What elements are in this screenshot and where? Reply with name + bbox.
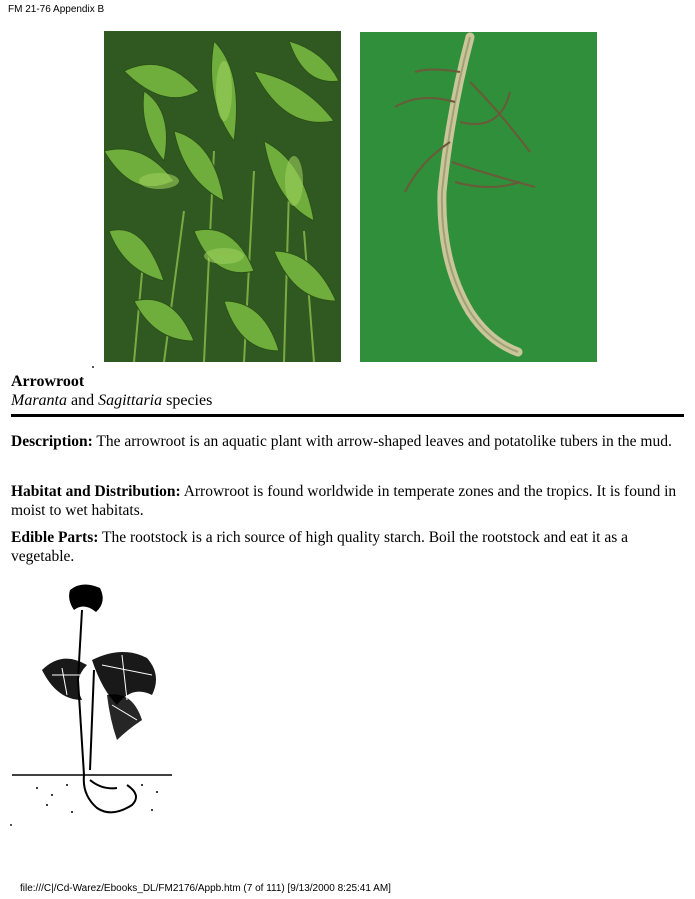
photo-arrowroot-leaves <box>104 31 341 362</box>
arrowroot-line-drawing <box>12 580 187 830</box>
species-suffix: species <box>162 392 213 409</box>
habitat-paragraph <box>11 482 681 520</box>
edible-parts-paragraph <box>11 528 681 566</box>
description-paragraph <box>11 432 681 451</box>
stray-mark <box>10 824 12 826</box>
genus-connector: and <box>67 392 99 409</box>
habitat-label: Habitat and Distribution: <box>11 483 181 500</box>
genus-maranta: Maranta <box>11 392 67 409</box>
plant-scientific-name <box>11 392 212 410</box>
genus-sagittaria: Sagittaria <box>98 392 163 409</box>
edible-text: The rootstock is a rich source of high quality starch. Boil the rootstock and eat it as a vegetable. <box>11 529 629 565</box>
edible-label: Edible Parts: <box>11 529 99 546</box>
running-header: FM 21-76 Appendix B <box>8 4 105 15</box>
footer-file-path: file:///C|/Cd-Warez/Ebooks_DL/FM2176/Appb.htm (7 of 111) [9/13/2000 8:25:41 AM] <box>20 883 391 894</box>
description-label: Description: <box>11 433 93 450</box>
photo-arrowroot-rootstock <box>360 32 597 362</box>
habitat-text: Arrowroot is found worldwide in temperate zones and the tropics. It is found in moist to wet habitats. <box>11 483 677 519</box>
stray-mark <box>92 366 94 368</box>
section-divider <box>11 414 684 417</box>
plant-name: Arrowroot <box>11 373 85 390</box>
description-text: The arrowroot is an aquatic plant with arrow-shaped leaves and potatolike tubers in the mud. <box>92 433 672 450</box>
